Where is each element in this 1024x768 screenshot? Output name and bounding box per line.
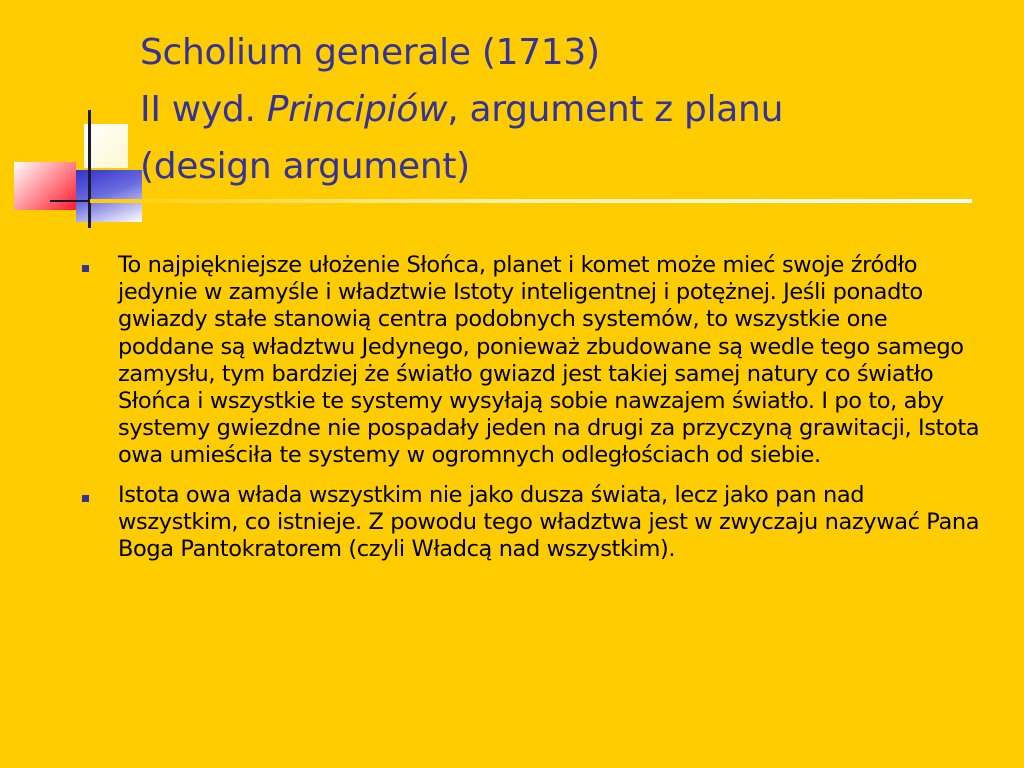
blue-square-decoration — [76, 170, 142, 222]
title-line-2-suffix: , argument z planu — [447, 89, 784, 130]
square-bullet-icon — [82, 265, 89, 272]
slide-title — [140, 24, 1000, 195]
bullet-item-2 — [80, 482, 980, 564]
red-square-decoration — [14, 162, 76, 210]
square-bullet-icon — [82, 495, 89, 502]
title-line-1: Scholium generale (1713) — [140, 32, 600, 73]
bullet-text-1: To najpiękniejsze ułożenie Słońca, planet i komet może mieć swoje źródło jedynie w zamyśle i władztwie Istoty inteligentnej i potężnej. Jeśli ponadto gwiazdy stałe stanowią centra podobnych systemów, to wszystkie one poddane są władztwu Jedynego, ponieważ zbudowane są wedle tego samego zamysłu, tym bardziej że światło gwiazd jest takiej samej natury co światło Słońca i wszystkie te systemy wysyłają sobie nawzajem światło. I po to, aby systemy gwiezdne nie pospadały jeden na drugi za przyczyną grawitacji, Istota owa umieściła te systemy w ogromnych odległościach od siebie. — [118, 252, 980, 469]
title-line-2-italic: Principiów — [266, 89, 448, 130]
bullet-text-2: Istota owa włada wszystkim nie jako dusza świata, lecz jako pan nad wszystkim, co istnieje. Z powodu tego władztwa jest w zwyczaju nazywać Pana Boga Pantokratorem (czyli Władcą nad wszystkim). — [118, 481, 980, 563]
bullet-list — [80, 252, 980, 575]
title-divider — [90, 199, 972, 203]
decorative-squares-logo — [0, 0, 160, 240]
title-line-3: (design argument) — [140, 146, 470, 187]
bullet-item-1 — [80, 252, 980, 470]
title-line-2-prefix: II wyd. — [140, 89, 267, 130]
vertical-line-decoration — [88, 110, 91, 228]
